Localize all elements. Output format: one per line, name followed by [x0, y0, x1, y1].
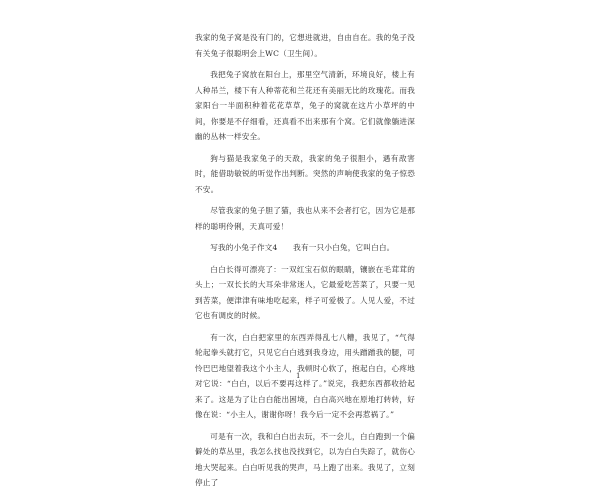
paragraph-8: 可是有一次，我和白白出去玩，不一会儿，白白跑到一个偏僻处的草丛里，我怎么找也没找到它，以为白白失踪了，就伤心地大哭起来。白白听见我的哭声，马上跑了出来。我见了，立刻停止了	[195, 431, 415, 487]
document-page	[195, 30, 415, 491]
page-number: 1	[296, 372, 301, 380]
paragraph-4: 尽管我家的兔子胆了猫，我也从来不会者打它，因为它是那样的聪明伶俐，天真可爱！	[195, 206, 415, 231]
paragraph-6: 白白长得可漂亮了：一双红宝石似的眼睛，镶嵌在毛茸茸的头上；一双长长的大耳朵非常迷人，它最爱吃苦菜了，只要一见到苦菜，便津津有味地吃起来，样子可爱极了。人见人爱，不过它也有调皮的时候。	[195, 264, 415, 320]
paragraph-2: 我把兔子窝放在阳台上，那里空气清新，环境良好，楼上有人种吊兰，楼下有人种蒂花和兰花还有美丽无比的玫瑰花。而我家阳台一半面积种着花花草草，兔子的窝就在这片小草坪的中间，你要是不仔细看，还真看不出来那有个窝。它们就像躺进深幽的丛林一样安全。	[195, 70, 415, 141]
paragraph-1: 我家的兔子窝是没有门的，它想进就进，自由自在。我的兔子没有关兔子很聪明会上WC（卫生间）。	[195, 33, 415, 58]
paragraph-5-heading: 写我的小兔子作文4 我有一只小白兔，它叫白白。	[210, 243, 395, 252]
paragraph-7: 有一次，白白把家里的东西弄得乱七八糟，我见了，“气得轮起拳头就打它，只见它白白逃到我身边，用头蹭蹭我的腿，可怜巴巴地望着我这个小主人，我顿时心软了，抱起白白，心疼地对它说：“白白，以后不要再这样了。”说完，我把东西都收拾起来了。这是为了让白白能出困境，白白高兴地在原地打转转，好像在说：“小主人，谢谢你呀！我今后一定不会再惹祸了。”	[195, 332, 415, 419]
paragraph-3: 狗与猫是我家兔子的天敌，我家的兔子很胆小，遇有敌害时，能借助敏锐的听觉作出判断。突然的声响使我家的兔子惊恐不安。	[195, 153, 415, 194]
